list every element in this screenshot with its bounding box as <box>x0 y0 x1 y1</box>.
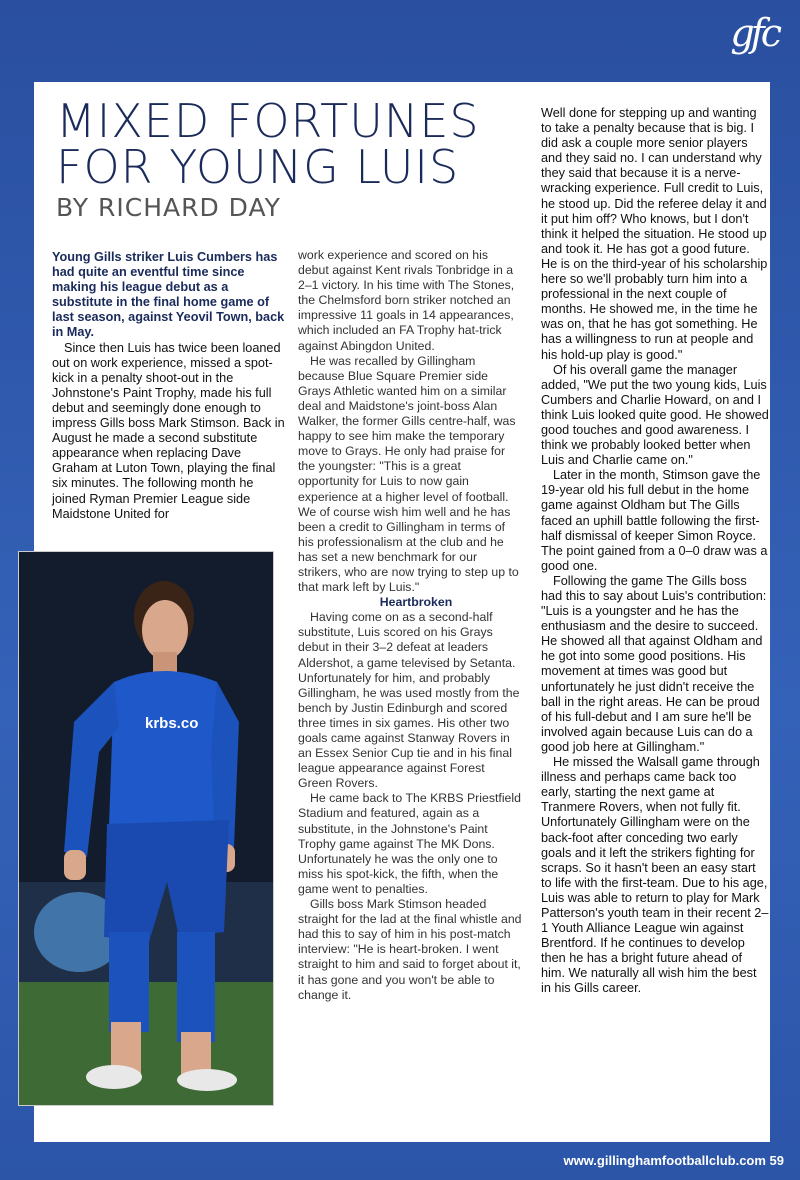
shirt-sponsor-text: krbs.co <box>145 715 199 732</box>
paragraph: He came back to The KRBS Priestfield Stadium and featured, again as a substitute, in the Johnstone's Paint Trophy game against The MK Dons. Unfortunately he was the only one to miss his spot-kick, the fifth, when the game went to penalties. <box>298 791 521 896</box>
paragraph: Later in the month, Stimson gave the 19-year old his full debut in the home game against Oldham but The Gills faced an uphill battle following the first-half dismissal of keeper Simon Royce. The point gained from a 0–0 draw was a good one. <box>541 468 768 573</box>
club-logo: gfc <box>730 11 778 55</box>
lead-paragraph: Young Gills striker Luis Cumbers has had quite an eventful time since making his league debut as a substitute in the final home game of last season, against Yeovil Town, back in May. <box>52 250 285 340</box>
paragraph: He was recalled by Gillingham because Blue Square Premier side Grays Athletic wanted him on a similar deal and Maidstone's joint-boss Alan Walker, the former Gills centre-half, was happy to see him make the temporary move to Grays. He only had praise for the youngster: "This is a great opportunity for Luis to now gain experience at a higher level of football. We of course wish him well and he has been a credit to Gillingham in terms of his professionalism at the club and he has set a new benchmark for our strikers, who are now trying to step up to that mark left by Luis." <box>298 353 519 595</box>
byline: BY RICHARD DAY <box>56 193 281 222</box>
column-3 <box>541 106 769 997</box>
headline: MIXED FORTUNES FOR YOUNG LUIS <box>56 94 480 194</box>
paragraph: He missed the Walsall game through illness and perhaps came back too early, starting the next game at Tranmere Rovers, when not fully fit. Unfortunately Gillingham were on the back-foot after conceding two early goals and it left the strikers fighting for scraps. So it hasn't been an easy start to life with the first-team. Due to his age, Luis was able to return to play for Mark Patterson's youth team in their recent 2–1 Youth Alliance League win against Brentford. If he continues to develop then he has a bright future ahead of him. We naturally all wish him the best in his Gills career. <box>541 755 769 996</box>
paragraph: Since then Luis has twice been loaned out on work experience, missed a spot-kick in a penalty shoot-out in the Johnstone's Paint Trophy, made his full debut and seemingly done enough to impress Gills boss Mark Stimson. Back in August he made a second substitute appearance when replacing Dave Graham at Luton Town, playing the final six minutes. The following month he joined Ryman Premier League side Maidstone United for <box>52 340 285 521</box>
subheading: Heartbroken <box>379 595 453 610</box>
column-2 <box>298 248 522 1003</box>
paragraph: work experience and scored on his debut against Kent rivals Tonbridge in a 2–1 victory. In his time with The Stones, the Chelmsford born striker notched an impressive 11 goals in 14 appearances, which included an FA Trophy hat-trick against Abingdon United. <box>298 248 515 353</box>
paragraph: Of his overall game the manager added, "We put the two young kids, Luis Cumbers and Charlie Howard, on and I think Luis looked quite good. He showed good touches and good awareness. I think we probably looked better when Luis and Charlie came on." <box>541 362 769 468</box>
paragraph: Following the game The Gills boss had this to say about Luis's contribution: "Luis is a youngster and he has the enthusiasm and the desire to succeed. He showed all that against Oldham and he got into some good positions. His movement at times was good but unfortunately he just didn't receive the ball in the right areas. He can be proud of his full-debut and I am sure he'll be involved again because Luis can do a good job here at Gillingham." <box>541 573 767 754</box>
paragraph: Gills boss Mark Stimson headed straight for the lad at the final whistle and had this to say of him in his post-match interview: "He is heart-broken. I went straight to him and said to forget about it, it has gone and you won't be able to change it. <box>298 897 522 1002</box>
paragraph: Having come on as a second-half substitute, Luis scored on his Grays debut in their 3–2 defeat at leaders Aldershot, a game televised by Setanta. Unfortunately for him, and probably Gillingham, he was used mostly from the bench by Justin Edinburgh and scored three times in six games. His other two goals came against Stanway Rovers in an Essex Senior Cup tie and in his final league appearance against Forest Green Rovers. <box>298 610 520 791</box>
footer-url-page-number: www.gillinghamfootballclub.com 59 <box>563 1153 784 1168</box>
paragraph: Well done for stepping up and wanting to take a penalty because that is big. I did ask a couple more senior players and they said no. I can understand why they said that because it is a nerve-wracking experience. Full credit to Luis, he stood up. Did the referee delay it and it put him off? Who knows, but I don't think it helped the situation. He stood up and took it. He has got a good future. He is on the third-year of his scholarship here so we'll probably turn him into a professional in the next couple of months. He showed me, in the time he was on, that he has got something. He has a willingness to run at people and his hold-up play is good." <box>541 106 768 362</box>
column-1 <box>52 250 286 522</box>
player-illustration <box>19 552 273 1105</box>
player-photo <box>18 551 274 1106</box>
